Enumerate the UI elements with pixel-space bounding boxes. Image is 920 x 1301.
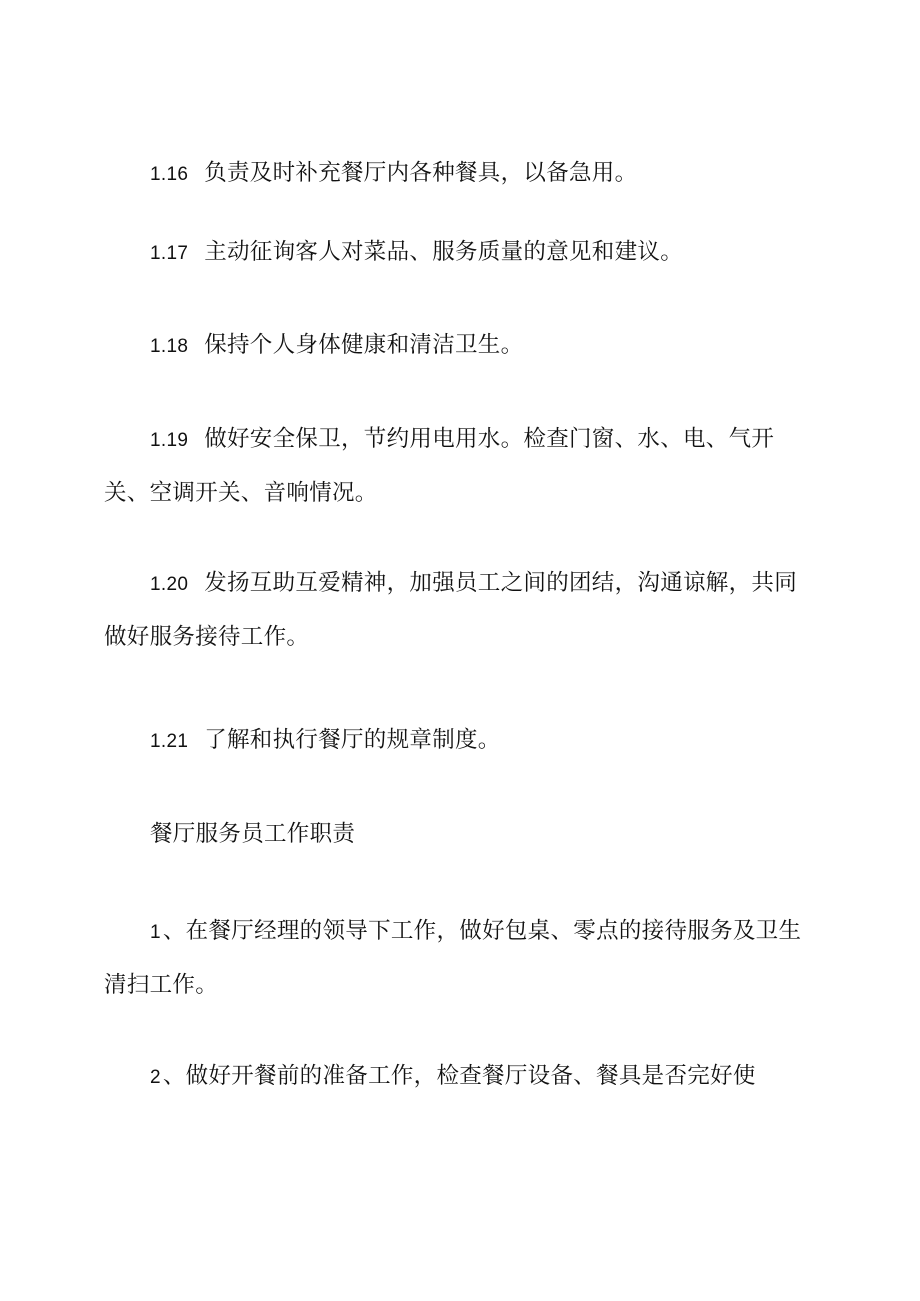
paragraph-text: 保持个人身体健康和清洁卫生。 <box>204 332 524 358</box>
paragraph-text: 、在餐厅经理的领导下工作，做好包桌、零点的接待服务及卫生清扫工作。 <box>104 918 802 998</box>
section-heading <box>104 808 816 860</box>
paragraph-number: 2 <box>150 1067 161 1088</box>
paragraph-number: 1.21 <box>150 731 189 752</box>
section-heading-text: 餐厅服务员工作职责 <box>150 821 356 847</box>
paragraph-text: 做好安全保卫，节约用电用水。检查门窗、水、电、气开关、空调开关、音响情况。 <box>104 426 775 506</box>
paragraph-number: 1 <box>150 922 161 943</box>
paragraph-number: 1.18 <box>150 336 189 357</box>
paragraph-1-19 <box>104 413 816 519</box>
paragraph-1-18 <box>104 319 816 373</box>
paragraph-duty-2 <box>104 1050 816 1104</box>
paragraph-duty-1 <box>104 905 816 1011</box>
paragraph-1-17 <box>104 226 816 280</box>
paragraph-number: 1.16 <box>150 164 189 185</box>
paragraph-number: 1.17 <box>150 243 189 264</box>
paragraph-number: 1.19 <box>150 430 189 451</box>
paragraph-text: 发扬互助互爱精神，加强员工之间的团结，沟通谅解，共同做好服务接待工作。 <box>104 570 797 650</box>
paragraph-1-20 <box>104 557 816 663</box>
paragraph-text: 主动征询客人对菜品、服务质量的意见和建议。 <box>204 239 683 265</box>
paragraph-text: 负责及时补充餐厅内各种餐具，以备急用。 <box>204 160 638 186</box>
paragraph-text: 了解和执行餐厅的规章制度。 <box>204 727 501 753</box>
paragraph-text: 、做好开餐前的准备工作，检查餐厅设备、餐具是否完好使 <box>162 1063 756 1089</box>
paragraph-number: 1.20 <box>150 574 189 595</box>
paragraph-1-21 <box>104 714 816 768</box>
paragraph-1-16 <box>104 147 816 201</box>
